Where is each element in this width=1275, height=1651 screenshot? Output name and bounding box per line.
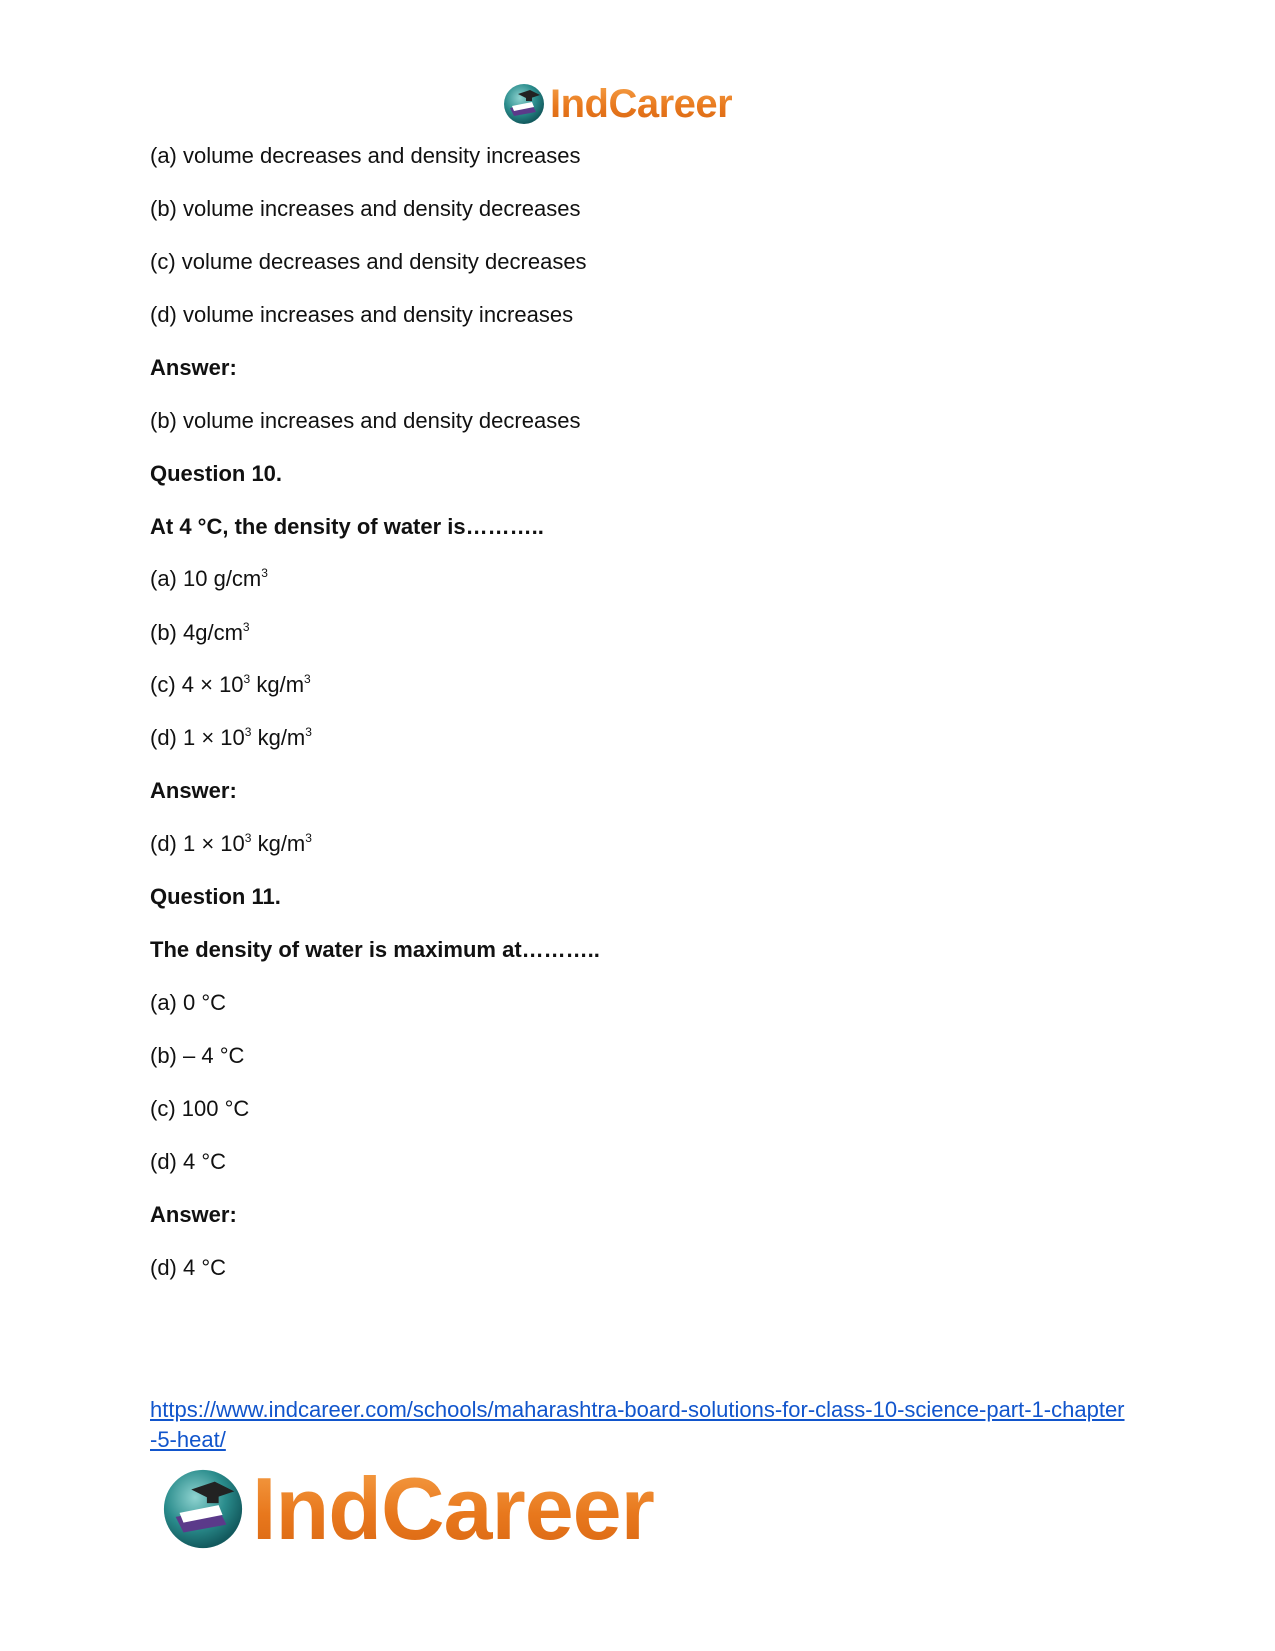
option-a-q9: (a) volume decreases and density increases <box>150 143 581 168</box>
source-url-link[interactable]: https://www.indcareer.com/schools/maharashtra-board-solutions-for-class-10-science-part-1-chapter-5-heat/ <box>150 1397 1125 1452</box>
logo-wordmark: IndCareer <box>252 1459 654 1558</box>
question-10-heading: Question 10. <box>150 461 283 486</box>
option-d-q10: (d) $1 \times 10^3$ $kg/m^3$ <box>150 725 312 750</box>
answer-text-q10: (d) $1 \times 10^3$ $kg/m^3$ <box>150 831 312 856</box>
logo-wordmark: IndCareer <box>550 81 733 126</box>
option-c-q11: (c) 100 °C <box>150 1096 250 1121</box>
header-logo <box>502 80 732 128</box>
question-10-text: At 4 °C, the density of water is……….. <box>150 514 544 539</box>
answer-label-q11: Answer: <box>150 1202 237 1227</box>
footer-logo <box>160 1459 654 1558</box>
option-b-q11: (b) – 4 °C <box>150 1043 245 1068</box>
answer-label-q10: Answer: <box>150 778 237 803</box>
answer-label-q9: Answer: <box>150 355 237 380</box>
option-c-q10: (c) $4 \times 10^3$ $kg/m^3$ <box>150 672 311 697</box>
option-d-q11: (d) 4 °C <box>150 1149 227 1174</box>
option-a-q10: (a) 10 $g/cm^3$ <box>150 566 268 591</box>
globe-book-icon <box>160 1466 246 1552</box>
question-11-text: The density of water is maximum at……….. <box>150 937 600 962</box>
option-c-q9: (c) volume decreases and density decreases <box>150 249 587 274</box>
option-b-q9: (b) volume increases and density decreases <box>150 196 581 221</box>
question-11-heading: Question 11. <box>150 884 281 909</box>
globe-book-icon <box>502 82 546 126</box>
option-a-q11: (a) 0 °C <box>150 990 227 1015</box>
answer-text-q11: (d) 4 °C <box>150 1255 227 1280</box>
answer-text-q9: (b) volume increases and density decreases <box>150 408 581 433</box>
option-b-q10: (b) $4g/cm^3$ <box>150 620 250 645</box>
option-d-q9: (d) volume increases and density increases <box>150 302 574 327</box>
